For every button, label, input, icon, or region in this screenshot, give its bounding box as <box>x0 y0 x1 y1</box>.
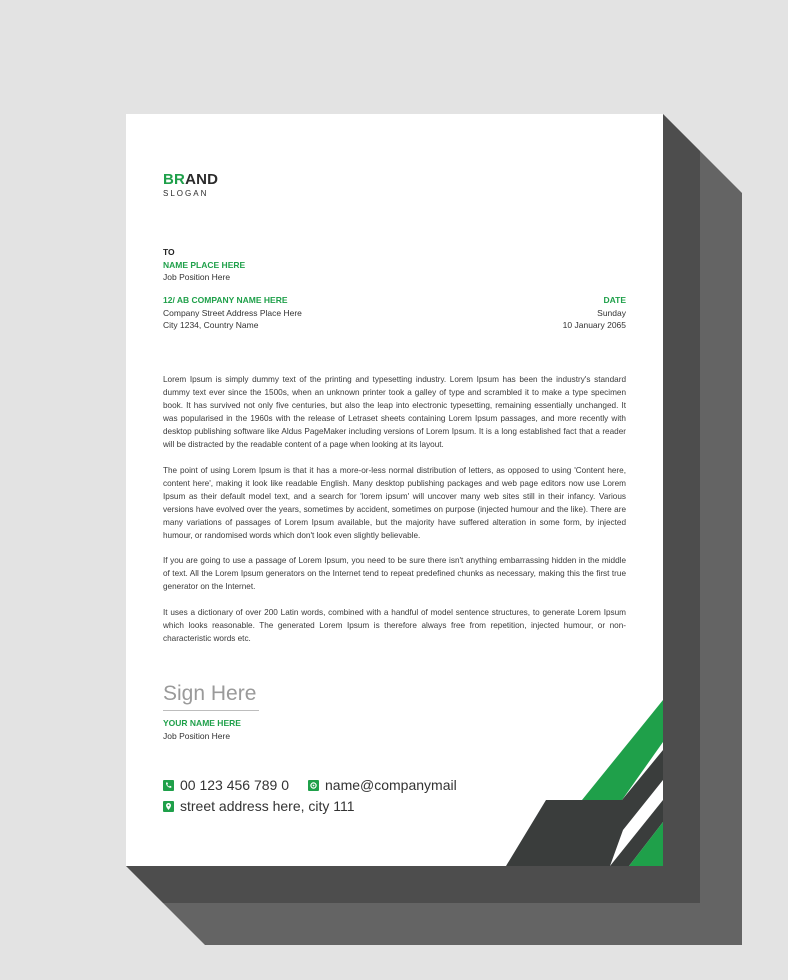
company-city: City 1234, Country Name <box>163 320 259 330</box>
phone-number: 00 123 456 789 0 <box>180 777 289 793</box>
email-address: name@companymail <box>325 777 457 793</box>
brand-slogan: SLOGAN <box>163 189 209 198</box>
date-label: DATE <box>603 295 626 305</box>
recipient-name: NAME PLACE HERE <box>163 259 246 270</box>
body-paragraph-4: It uses a dictionary of over 200 Latin words, combined with a handful of model sentence structures, to generate Lorem Ipsum which looks reasonable. The generated Lorem Ipsum is therefore always free from repetition, injected humour, or non-characteristic words etc. <box>163 607 626 643</box>
body-paragraph-1: Lorem Ipsum is simply dummy text of the printing and typesetting industry. Lorem Ipsum has been the industry's standard dummy text ever since the 1500s, when an unknown printer took a galley of type and scrambled it to make a type specimen book. It has survived not only five centuries, but also the leap into electronic typesetting, remaining essentially unchanged. It was popularised in the 1960s with the release of Letraset sheets containing Lorem Ipsum passages, and more recently with desktop publishing software like Aldus PageMaker including versions of Lorem Ipsum. It is a long established fact that a reader will be distracted by the readable content of a page when looking at its layout. <box>163 375 626 449</box>
street-address: street address here, city 111 <box>180 798 355 814</box>
to-label: TO <box>163 247 175 257</box>
brand-name: BRAND <box>163 171 219 188</box>
signature-placeholder: Sign Here <box>163 682 257 705</box>
body-paragraph-2: The point of using Lorem Ipsum is that it has a more-or-less normal distribution of letters, as opposed to using 'Content here, content here', making it look like readable English. Many desktop publishing packages and web page editors now use Lorem Ipsum as their default model text, and a search for 'lorem ipsum' will uncover many web sites still in their infancy. Various versions have evolved over the years, sometimes by accident, sometimes on purpose (injected humour and the like). There are many variations of passages of Lorem Ipsum available, but the majority have suffered alteration in some form, by injected humour, or randomised words which don't look even slightly believable. <box>163 465 626 540</box>
signer-name: YOUR NAME HERE <box>163 718 241 728</box>
date-day: Sunday <box>597 307 626 318</box>
corner-decoration <box>126 114 663 866</box>
body-paragraph-3: If you are going to use a passage of Lorem Ipsum, you need to be sure there isn't anything embarrassing hidden in the middle of text. All the Lorem Ipsum generators on the Internet tend to repeat predefined chunks as necessary, making this the first true generator on the Internet. <box>163 556 626 591</box>
signer-position: Job Position Here <box>163 730 231 741</box>
company-name: 12/ AB COMPANY NAME HERE <box>163 295 288 305</box>
date-value: 10 January 2065 <box>562 320 626 330</box>
company-street: Company Street Address Place Here <box>163 307 302 318</box>
recipient-position: Job Position Here <box>163 272 231 282</box>
letterhead-page <box>126 114 663 866</box>
